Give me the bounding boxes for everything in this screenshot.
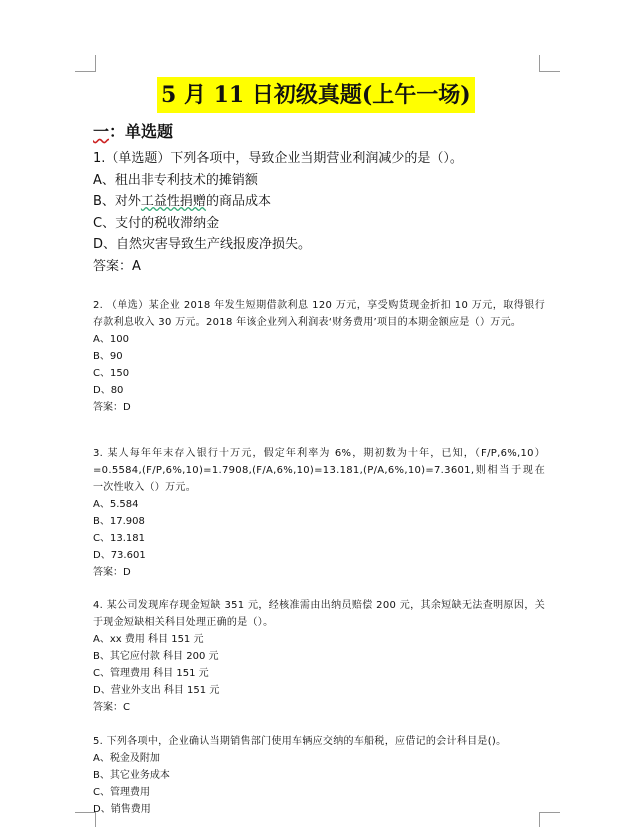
answer: 答案：C [93, 702, 130, 713]
option-d: D、80 [93, 385, 124, 396]
question-stem: 5. 下列各项中，企业确认当期销售部门使用车辆应交纳的车船税，应借记的会计科目是()。 [93, 736, 507, 747]
option-a: A、租出非专利技术的摊销额 [93, 172, 258, 188]
question-5 [93, 733, 545, 818]
question-3 [93, 445, 545, 581]
question-stem: 2. （单选）某企业 2018 年发生短期借款利息 120 万元，享受购货现金折扣 10 万元，取得银行存款利息收入 30 万元。2018 年该企业列入利润表‘财务费用’项目的本期金额应是（）万元。 [93, 300, 545, 328]
option-b-underlined: 工益性捐赠 [140, 194, 206, 209]
question-2 [93, 297, 545, 416]
section-heading-text: ：单选题 [109, 122, 174, 141]
question-stem: 1.（单选题）下列各项中，导致企业当期营业利润减少的是（）。 [93, 151, 463, 166]
option-d: D、自然灾害导致生产线报废净损失。 [93, 237, 312, 252]
option-c: C、管理费用 科目 151 元 [93, 668, 209, 679]
option-d: D、销售费用 [93, 804, 151, 815]
question-1 [93, 148, 553, 277]
option-b: B、17.908 [93, 516, 145, 527]
answer: 答案：A [93, 258, 141, 274]
option-a: A、5.584 [93, 499, 139, 510]
answer: 答案：D [93, 402, 131, 413]
option-b-prefix: B、对外 [93, 194, 141, 209]
option-b-suffix: 的商品成本 [205, 194, 271, 209]
section-heading-number: 一 [93, 122, 110, 141]
option-b: B、其它应付款 科目 200 元 [93, 651, 219, 662]
question-4 [93, 597, 545, 716]
option-a: A、xx 费用 科目 151 元 [93, 634, 204, 645]
option-a: A、100 [93, 334, 129, 345]
option-c: C、管理费用 [93, 787, 150, 798]
option-a: A、税金及附加 [93, 753, 160, 764]
option-b [93, 191, 553, 213]
crop-mark-top-left [75, 55, 96, 72]
option-c: C、支付的税收滞纳金 [93, 215, 220, 231]
option-b: B、其它业务成本 [93, 770, 170, 781]
question-stem: 3. 某人每年年末存入银行十万元，假定年利率为 6%，期初数为十年，已知，（F/P,6%,10）=0.5584,(F/P,6%,10)=1.7908,(F/A,6%,10)=13.181,(P/A,6%,10)=7.3601,则相当于现在一次性收入（）万元。 [93, 448, 545, 493]
option-b: B、90 [93, 351, 123, 362]
option-d: D、73.601 [93, 550, 146, 561]
answer: 答案：D [93, 567, 131, 578]
crop-mark-top-right [539, 55, 560, 72]
document-title: 5 月 11 日初级真题(上午一场) [157, 77, 475, 113]
section-heading [93, 119, 173, 142]
option-d: D、营业外支出 科目 151 元 [93, 685, 220, 696]
question-stem: 4. 某公司发现库存现金短缺 351 元，经核准需由出纳员赔偿 200 元，其余短缺无法查明原因，关于现金短缺相关科目处理正确的是（）。 [93, 600, 545, 628]
option-c: C、150 [93, 368, 130, 379]
option-c: C、13.181 [93, 533, 145, 544]
